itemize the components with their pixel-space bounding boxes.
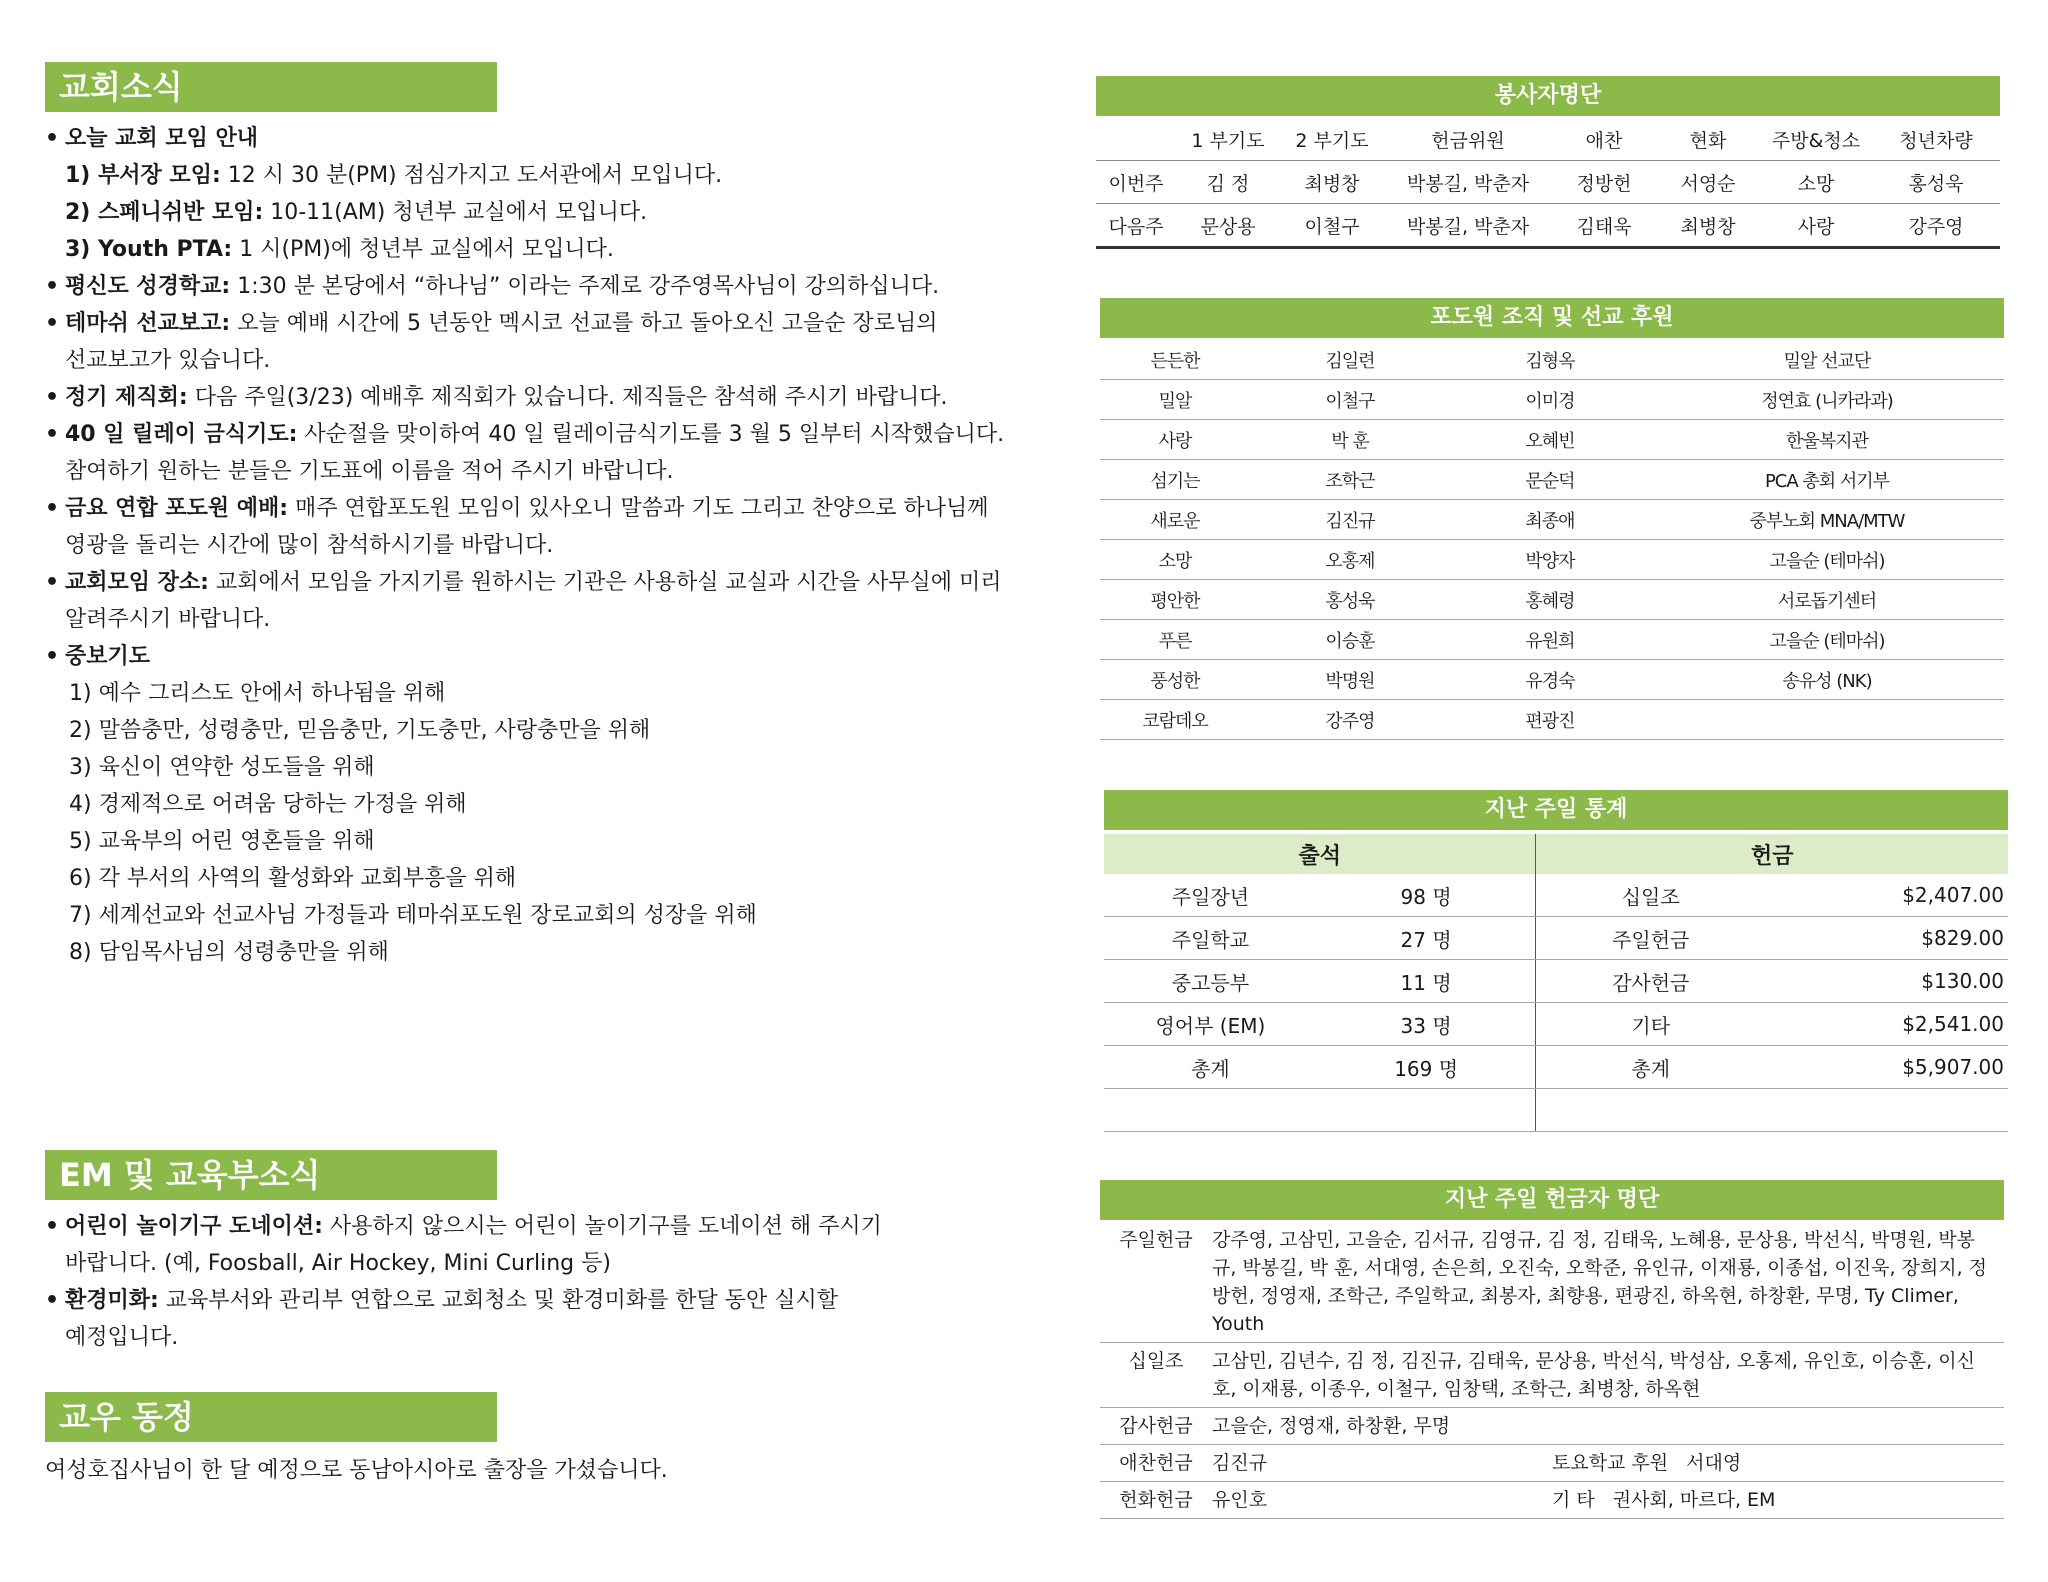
volunteers-cell: 최병창	[1656, 204, 1760, 248]
news-line	[45, 1245, 1005, 1282]
vineyard-title: 포도원 조직 및 선교 후원	[1100, 298, 2004, 338]
stats-cell: 11 명	[1317, 960, 1536, 1003]
news-line-text: 오늘 예배 시간에 5 년동안 멕시코 선교를 하고 돌아오신 고을순 장로님의	[230, 311, 938, 336]
donor-names: 고을순, 정영재, 하창환, 무명	[1212, 1408, 2004, 1445]
volunteers-cell: 이철구	[1280, 204, 1384, 248]
news-line-text: 3) 육신이 연약한 성도들을 위해	[69, 755, 375, 780]
vineyard-cell: 문순덕	[1450, 460, 1650, 500]
stats-cell: 총계	[1536, 1046, 1765, 1089]
vineyard-cell: 한울복지관	[1650, 420, 2004, 460]
stats-cell	[1765, 1089, 2008, 1132]
volunteers-cell: 서영순	[1656, 161, 1760, 204]
volunteers-cell: 홍성욱	[1872, 161, 2000, 204]
news-line-label: 중보기도	[65, 644, 151, 669]
news-line	[45, 194, 1005, 231]
news-line	[45, 749, 1005, 786]
news-line	[45, 416, 1005, 453]
section-title-church-news: 교회소식	[45, 62, 497, 112]
donor-names	[1212, 1445, 2004, 1482]
vineyard-cell: 밀알 선교단	[1650, 340, 2004, 380]
vineyard-cell: 푸른	[1100, 620, 1250, 660]
stats-cell: 중고등부	[1104, 960, 1317, 1003]
vineyard-cell: 오홍제	[1250, 540, 1450, 580]
vineyard-cell: 홍혜령	[1450, 580, 1650, 620]
vineyard-table	[1100, 340, 2004, 740]
news-line-text: 6) 각 부서의 사역의 활성화와 교회부흥을 위해	[69, 866, 517, 891]
donor-names: 고삼민, 김년수, 김 정, 김진규, 김태욱, 문상용, 박선식, 박성삼, 오홍제, 유인호, 이승훈, 이신호, 이재룡, 이종우, 이철구, 임창택, 조학근, 최병창, 하옥현	[1212, 1343, 2004, 1408]
stats-title: 지난 주일 통계	[1104, 790, 2008, 830]
vineyard-cell: 유경숙	[1450, 660, 1650, 700]
vineyard-cell: 이철구	[1250, 380, 1450, 420]
stats-cell	[1536, 1089, 1765, 1132]
vineyard-cell: 최종애	[1450, 500, 1650, 540]
stats-cell	[1317, 1089, 1536, 1132]
vineyard-cell: 편광진	[1450, 700, 1650, 740]
news-line-text: 8) 담임목사님의 성령충만을 위해	[69, 940, 389, 965]
stats-cell: $829.00	[1765, 917, 2008, 960]
news-line	[45, 786, 1005, 823]
vineyard-cell: 서로돕기센터	[1650, 580, 2004, 620]
volunteers-cell: 강주영	[1872, 204, 2000, 248]
stats-cell: 169 명	[1317, 1046, 1536, 1089]
news-line-label: 금요 연합 포도원 예배:	[65, 496, 289, 521]
em-news-list	[45, 1208, 1005, 1356]
volunteers-cell: 소망	[1760, 161, 1872, 204]
volunteers-cell: 이번주	[1096, 161, 1176, 204]
news-line	[45, 120, 1005, 157]
stats-header-attendance: 출석	[1104, 834, 1536, 874]
volunteers-title: 봉사자명단	[1096, 76, 2000, 116]
stats-cell: 십일조	[1536, 874, 1765, 917]
vineyard-cell: 정연효 (니카라과)	[1650, 380, 2004, 420]
vineyard-cell: 중부노회 MNA/MTW	[1650, 500, 2004, 540]
volunteers-cell: 박봉길, 박춘자	[1384, 204, 1552, 248]
vineyard-cell: 김형옥	[1450, 340, 1650, 380]
volunteers-header-cell: 주방&청소	[1760, 118, 1872, 161]
donor-names-text-secondary: 권사회, 마르다, EM	[1612, 1489, 1776, 1511]
news-line-label: 오늘 교회 모임 안내	[65, 126, 258, 151]
vineyard-cell: 풍성한	[1100, 660, 1250, 700]
vineyard-cell: 김진규	[1250, 500, 1450, 540]
news-line	[45, 268, 1005, 305]
vineyard-cell: 든든한	[1100, 340, 1250, 380]
donor-category-label-secondary: 토요학교 후원	[1552, 1452, 1669, 1474]
stats-cell: 98 명	[1317, 874, 1536, 917]
donor-category-label: 헌화헌금	[1100, 1482, 1212, 1519]
news-line	[45, 1282, 1005, 1319]
news-line-text: 영광을 돌리는 시간에 많이 참석하시기를 바랍니다.	[65, 533, 554, 558]
donor-category-label: 애찬헌금	[1100, 1445, 1212, 1482]
volunteers-cell: 다음주	[1096, 204, 1176, 248]
news-line-text: 10-11(AM) 청년부 교실에서 모입니다.	[263, 200, 648, 225]
news-line-text: 바랍니다. (예, Foosball, Air Hockey, Mini Curling 등)	[65, 1251, 611, 1276]
news-line	[45, 934, 1005, 971]
news-line-text: 선교보고가 있습니다.	[65, 348, 271, 373]
news-line-text: 알려주시기 바랍니다.	[65, 607, 271, 632]
news-line	[45, 1319, 1005, 1356]
news-line	[45, 712, 1005, 749]
news-line-label: 1) 부서장 모임:	[65, 163, 221, 188]
news-line-text: 1:30 분 본당에서 “하나님” 이라는 주제로 강주영목사님이 강의하십니다.	[230, 274, 940, 299]
vineyard-cell: 소망	[1100, 540, 1250, 580]
volunteers-header-cell: 현화	[1656, 118, 1760, 161]
news-line	[45, 453, 1005, 490]
stats-cell: $2,407.00	[1765, 874, 2008, 917]
stats-cell: $130.00	[1765, 960, 2008, 1003]
volunteers-cell: 김 정	[1176, 161, 1280, 204]
stats-cell: $2,541.00	[1765, 1003, 2008, 1046]
stats-cell: 27 명	[1317, 917, 1536, 960]
news-line	[45, 305, 1005, 342]
news-line-label: 3) Youth PTA:	[65, 237, 233, 262]
news-line-text: 12 시 30 분(PM) 점심가지고 도서관에서 모입니다.	[220, 163, 723, 188]
news-line-label: 교회모임 장소:	[65, 570, 209, 595]
stats-cell: 기타	[1536, 1003, 1765, 1046]
section-title-em-news: EM 및 교육부소식	[45, 1150, 497, 1200]
stats-cell: 33 명	[1317, 1003, 1536, 1046]
donor-category-label-secondary: 기 타	[1552, 1489, 1595, 1511]
volunteers-cell: 박봉길, 박춘자	[1384, 161, 1552, 204]
volunteers-header-cell: 1 부기도	[1176, 118, 1280, 161]
donor-category-label: 십일조	[1100, 1343, 1212, 1408]
stats-header-offering: 헌금	[1536, 834, 2008, 874]
news-line	[45, 823, 1005, 860]
vineyard-cell: 새로운	[1100, 500, 1250, 540]
news-line	[45, 231, 1005, 268]
news-line	[45, 157, 1005, 194]
vineyard-cell: 강주영	[1250, 700, 1450, 740]
vineyard-cell: 사랑	[1100, 420, 1250, 460]
donor-names-text: 김진규	[1212, 1452, 1268, 1474]
stats-cell	[1104, 1089, 1317, 1132]
vineyard-cell: 이승훈	[1250, 620, 1450, 660]
volunteers-cell: 사랑	[1760, 204, 1872, 248]
vineyard-cell: 박명원	[1250, 660, 1450, 700]
news-line-text: 예정입니다.	[65, 1325, 179, 1350]
vineyard-cell: 이미경	[1450, 380, 1650, 420]
news-line-text: 사순절을 맞이하여 40 일 릴레이금식기도를 3 월 5 일부터 시작했습니다.	[297, 422, 1005, 447]
news-line	[45, 564, 1005, 601]
volunteers-cell: 문상용	[1176, 204, 1280, 248]
news-line	[45, 601, 1005, 638]
vineyard-cell: 섬기는	[1100, 460, 1250, 500]
news-line-label: 어린이 놀이기구 도네이션:	[65, 1214, 323, 1239]
news-line-label: 2) 스페니쉬반 모임:	[65, 200, 264, 225]
vineyard-cell: 고을순 (테마쉬)	[1650, 620, 2004, 660]
news-line	[45, 1208, 1005, 1245]
vineyard-cell	[1650, 700, 2004, 740]
news-line-text: 교회에서 모임을 가지기를 원하시는 기관은 사용하실 교실과 시간을 사무실에 미리	[208, 570, 1002, 595]
news-line	[45, 527, 1005, 564]
stats-cell: 영어부 (EM)	[1104, 1003, 1317, 1046]
news-line-text: 7) 세계선교와 선교사님 가정들과 테마쉬포도원 장로교회의 성장을 위해	[69, 903, 757, 928]
vineyard-cell: 박 훈	[1250, 420, 1450, 460]
vineyard-cell: 조학근	[1250, 460, 1450, 500]
news-line-label: 테마쉬 선교보고:	[65, 311, 231, 336]
volunteers-table	[1096, 118, 2000, 249]
news-line-text: 5) 교육부의 어린 영혼들을 위해	[69, 829, 375, 854]
news-line-text: 사용하지 않으시는 어린이 놀이기구를 도네이션 해 주시기	[322, 1214, 882, 1239]
volunteers-header-cell: 애찬	[1552, 118, 1656, 161]
stats-cell: 주일헌금	[1536, 917, 1765, 960]
stats-cell: 총계	[1104, 1046, 1317, 1089]
stats-cell: 주일학교	[1104, 917, 1317, 960]
volunteers-cell: 정방헌	[1552, 161, 1656, 204]
news-line-text: 1 시(PM)에 청년부 교실에서 모입니다.	[232, 237, 614, 262]
volunteers-header-cell: 헌금위원	[1384, 118, 1552, 161]
news-line	[45, 860, 1005, 897]
volunteers-header-cell: 청년차량	[1872, 118, 2000, 161]
member-news-text: 여성호집사님이 한 달 예정으로 동남아시아로 출장을 가셨습니다.	[45, 1458, 668, 1483]
news-line	[45, 490, 1005, 527]
news-line	[45, 897, 1005, 934]
church-news-list	[45, 120, 1005, 971]
news-line-label: 환경미화:	[65, 1288, 159, 1313]
vineyard-cell: 오혜빈	[1450, 420, 1650, 460]
vineyard-cell: 유원희	[1450, 620, 1650, 660]
donor-category-label: 주일헌금	[1100, 1222, 1212, 1343]
vineyard-cell: 고을순 (테마쉬)	[1650, 540, 2004, 580]
news-line-text: 교육부서와 관리부 연합으로 교회청소 및 환경미화를 한달 동안 실시할	[158, 1288, 839, 1313]
donor-names-text-secondary: 서대영	[1686, 1452, 1742, 1474]
volunteers-cell: 김태욱	[1552, 204, 1656, 248]
news-line-text: 1) 예수 그리스도 안에서 하나됨을 위해	[69, 681, 446, 706]
stats-cell: 주일장년	[1104, 874, 1317, 917]
section-title-member-news: 교우 동정	[45, 1392, 497, 1442]
news-line-text: 매주 연합포도원 모임이 있사오니 말씀과 기도 그리고 찬양으로 하나님께	[288, 496, 989, 521]
stats-table	[1104, 834, 2008, 1132]
vineyard-cell: 홍성욱	[1250, 580, 1450, 620]
donor-names-text: 유인호	[1212, 1489, 1268, 1511]
donors-title: 지난 주일 헌금자 명단	[1100, 1180, 2004, 1220]
volunteers-cell: 최병창	[1280, 161, 1384, 204]
vineyard-cell: PCA 총회 서기부	[1650, 460, 2004, 500]
vineyard-cell: 박양자	[1450, 540, 1650, 580]
donor-names	[1212, 1482, 2004, 1519]
vineyard-cell: 송유성 (NK)	[1650, 660, 2004, 700]
news-line	[45, 638, 1005, 675]
news-line-text: 참여하기 원하는 분들은 기도표에 이름을 적어 주시기 바랍니다.	[65, 459, 674, 484]
news-line	[45, 675, 1005, 712]
donor-names: 강주영, 고삼민, 고을순, 김서규, 김영규, 김 정, 김태욱, 노혜용, 문상용, 박선식, 박명원, 박봉규, 박봉길, 박 훈, 서대영, 손은희, 오진숙, 오학준, 유인규, 이재룡, 이종섭, 이진욱, 장희지, 정방헌, 정영재, 조학근, 주일학교, 최봉자, 최향용, 편광진, 하옥현, 하창환, 무명, Ty Climer, Youth	[1212, 1222, 2004, 1343]
volunteers-header-cell: 2 부기도	[1280, 118, 1384, 161]
news-line-label: 평신도 성경학교:	[65, 274, 231, 299]
stats-cell: 감사헌금	[1536, 960, 1765, 1003]
donors-table	[1100, 1222, 2004, 1519]
donor-category-label: 감사헌금	[1100, 1408, 1212, 1445]
news-line-label: 40 일 릴레이 금식기도:	[65, 422, 298, 447]
news-line-label: 정기 제직회:	[65, 385, 188, 410]
stats-cell: $5,907.00	[1765, 1046, 2008, 1089]
news-line-text: 2) 말씀충만, 성령충만, 믿음충만, 기도충만, 사랑충만을 위해	[69, 718, 651, 743]
volunteers-header-cell	[1096, 118, 1176, 161]
news-line-text: 다음 주일(3/23) 예배후 제직회가 있습니다. 제직들은 참석해 주시기 바랍니다.	[187, 385, 948, 410]
news-line	[45, 342, 1005, 379]
news-line-text: 4) 경제적으로 어려움 당하는 가정을 위해	[69, 792, 467, 817]
vineyard-cell: 김일련	[1250, 340, 1450, 380]
vineyard-cell: 평안한	[1100, 580, 1250, 620]
vineyard-cell: 코람데오	[1100, 700, 1250, 740]
news-line	[45, 379, 1005, 416]
vineyard-cell: 밀알	[1100, 380, 1250, 420]
